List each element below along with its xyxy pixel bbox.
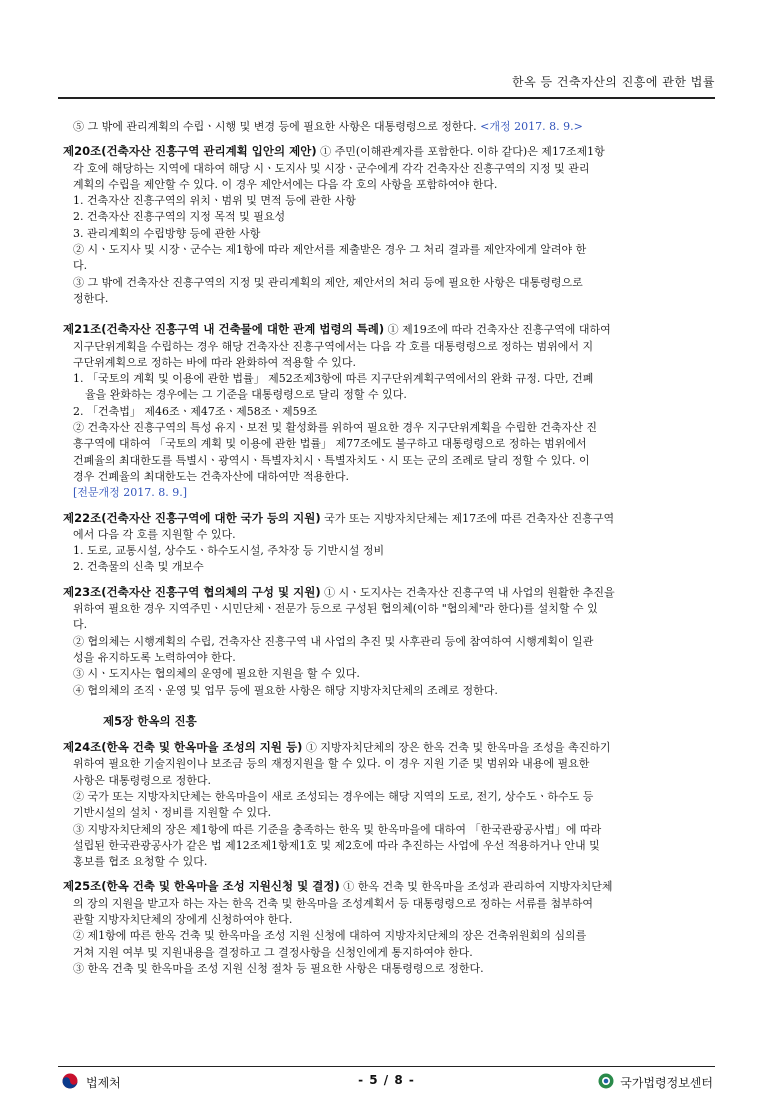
chapter-heading: 제5장 한옥의 진흥 xyxy=(103,713,197,728)
article-heading: 제21조(건축자산 진흥구역 내 건축물에 대한 관계 법령의 특례) xyxy=(63,322,385,337)
law-title-header: 한옥 등 건축자산의 진흥에 관한 법률 xyxy=(512,75,715,89)
list-item: 3. 관리계획의 수립방향 등에 관한 사항 xyxy=(73,226,261,240)
article-heading: 제20조(건축자산 진흥구역 관리계획 입안의 제안) xyxy=(63,144,317,159)
list-item: 2. 건축자산 진흥구역의 지정 목적 및 필요성 xyxy=(73,210,286,224)
footer-rule xyxy=(58,1066,715,1067)
clause-line: ⑤ 그 밖에 관리계획의 수립ㆍ시행 및 변경 등에 필요한 사항은 대통령령으로 정한다. <개정 2017. 8. 9.> xyxy=(73,120,583,133)
article-23: 제23조(건축자산 진흥구역 협의체의 구성 및 지원) ① 시ㆍ도지사는 건축자산 진흥구역 내 사업의 원활한 추진을 위하여 필요한 경우 지역주민ㆍ시민단체ㆍ전문가 등으로 구성된 협의체(이하 "협의체"라 한다)를 설치할 수 있 다. ② 협의체는 시행계획의 수립, 건축자산 진흥구역 내 사업의 추진 및 사후관리 등에 참여하여 시행계획이 일관 성을 유지하도록 노력하여야 한다. ③ 시ㆍ도지사는 협의체의 운영에 필요한 지원을 할 수 있다. ④ 협의체의 조직ㆍ운영 및 업무 등에 필요한 사항은 해당 지방자치단체의 조례로 정한다. xyxy=(63,584,615,697)
list-item: 2. 건축물의 신축 및 개보수 xyxy=(73,560,204,574)
header-rule xyxy=(58,97,715,99)
list-item: 1. 건축자산 진흥구역의 위치ㆍ범위 및 면적 등에 관한 사항 xyxy=(73,194,356,208)
article-21: 제21조(건축자산 진흥구역 내 건축물에 대한 관계 법령의 특례) ① 제19조에 따라 건축자산 진흥구역에 대하여 지구단위계획을 수립하는 경우 해당 건축자산 진흥구역에서는 다음 각 호를 대통령령으로 정하는 범위에서 지 구단위계획으로 정하는 바에 따라 완화하여 적용할 수 있다. 1. 「국토의 계획 및 이용에 관한 법률」 제52조제3항에 따른 지구단위계획구역에서의 완화 규정. 다만, 건폐 율을 완화하는 경우에는 그 기준을 대통령령으로 달리 정할 수 있다. 2. 「건축법」 제46조ㆍ제47조ㆍ제58조ㆍ제59조 ② 건축자산 진흥구역의 특성 유지ㆍ보전 및 활성화를 위하여 필요한 경우 지구단위계획을 수립한 건축자산 진 흥구역에 대하여 「국토의 계획 및 이용에 관한 법률」 제77조에도 불구하고 대통령령으로 정하는 범위에서 건폐율의 최대한도를 특별시ㆍ광역시ㆍ특별자치시ㆍ특별자치도ㆍ시 또는 군의 조례로 달리 정할 수 있다. 이 경우 건폐율의 최대한도는 건축자산에 대하여만 적용한다. [전문개정 2017. 8. 9.] xyxy=(63,321,717,501)
law-center-label: 국가법령정보센터 xyxy=(620,1076,713,1090)
article-25: 제25조(한옥 건축 및 한옥마을 조성 지원신청 및 결정) ① 한옥 건축 및 한옥마을 조성과 관리하여 지방자치단체 의 장의 지원을 받고자 하는 자는 한옥 건축 및 한옥마을 조성계획서 등 대통령령으로 정하는 서류를 첨부하여 관할 지방자치단체의 장에게 신청하여야 한다. ② 제1항에 따른 한옥 건축 및 한옥마을 조성 지원 신청에 대하여 지방자치단체의 장은 건축위원회의 심의를 거쳐 지원 여부 및 지원내용을 결정하고 그 결정사항을 신청인에게 통지하여야 한다. ③ 한옥 건축 및 한옥마을 조성 지원 신청 절차 등 필요한 사항은 대통령령으로 정한다. xyxy=(63,879,613,975)
article-24: 제24조(한옥 건축 및 한옥마을 조성의 지원 등) ① 지방자치단체의 장은 한옥 건축 및 한옥마을 조성을 촉진하기 위하여 필요한 기술지원이나 보조금 등의 재정지원을 할 수 있다. 이 경우 지원 기준 및 범위와 내용에 필요한 사항은 대통령령으로 정한다. ② 국가 또는 지방자치단체는 한옥마을이 새로 조성되는 경우에는 해당 지역의 도로, 전기, 상수도ㆍ하수도 등 기반시설의 설치ㆍ정비를 지원할 수 있다. ③ 지방자치단체의 장은 제1항에 따른 기준을 충족하는 한옥 및 한옥마을에 대하여 「한국관광공사법」에 따라 설립된 한국관광공사가 같은 법 제12조제1항제1호 및 제2호에 따라 추진하는 사업에 우선 적용하거나 안내 및 홍보를 협조 요청할 수 있다. xyxy=(63,740,611,869)
amendment-note: [전문개정 2017. 8. 9.] xyxy=(73,486,188,500)
list-item: 1. 도로, 교통시설, 상수도ㆍ하수도시설, 주차장 등 기반시설 정비 xyxy=(73,544,385,558)
amendment-note: <개정 2017. 8. 9.> xyxy=(480,120,583,133)
article-heading: 제24조(한옥 건축 및 한옥마을 조성의 지원 등) xyxy=(63,740,303,755)
article-20: 제20조(건축자산 진흥구역 관리계획 입안의 제안) ① 주민(이해관계자를 포함한다. 이하 같다)은 제17조제1항 각 호에 해당하는 지역에 대하여 해당 시ㆍ도지사 및 시장ㆍ군수에게 각각 건축자산 진흥구역의 지정 및 관리 계획의 수립을 제안할 수 있다. 이 경우 제안서에는 다음 각 호의 사항을 포함하여야 한다. 1. 건축자산 진흥구역의 위치ㆍ범위 및 면적 등에 관한 사항 2. 건축자산 진흥구역의 지정 목적 및 필요성 3. 관리계획의 수립방향 등에 관한 사항 ② 시ㆍ도지사 및 시장ㆍ군수는 제1항에 따라 제안서를 제출받은 경우 그 처리 결과를 제안자에게 알려야 한 다. ③ 그 밖에 건축자산 진흥구역의 지정 및 관리계획의 제안, 제안서의 처리 등에 필요한 사항은 대통령령으로 정한다. xyxy=(63,143,717,307)
list-item: 2. 「건축법」 제46조ㆍ제47조ㆍ제58조ㆍ제59조 xyxy=(73,404,318,418)
list-item: 1. 「국토의 계획 및 이용에 관한 법률」 제52조제3항에 따른 지구단위계획구역에서의 완화 규정. 다만, 건폐 xyxy=(73,372,594,386)
article-heading: 제25조(한옥 건축 및 한옥마을 조성 지원신청 및 결정) xyxy=(63,879,340,894)
ministry-label: 법제처 xyxy=(86,1076,121,1090)
page-number: - 5 / 8 - xyxy=(358,1073,415,1087)
document-body xyxy=(63,119,717,977)
article-22: 제22조(건축자산 진흥구역에 대한 국가 등의 지원) 국가 또는 지방자치단체는 제17조에 따른 건축자산 진흥구역 에서 다음 각 호를 지원할 수 있다. 1. 도로, 교통시설, 상수도ㆍ하수도시설, 주차장 등 기반시설 정비 2. 건축물의 신축 및 개보수 xyxy=(63,510,717,576)
article-heading: 제23조(건축자산 진흥구역 협의체의 구성 및 지원) xyxy=(63,584,321,599)
footer-right xyxy=(598,1073,713,1092)
article-heading: 제22조(건축자산 진흥구역에 대한 국가 등의 지원) xyxy=(63,510,321,525)
law-center-logo-icon xyxy=(598,1073,614,1092)
